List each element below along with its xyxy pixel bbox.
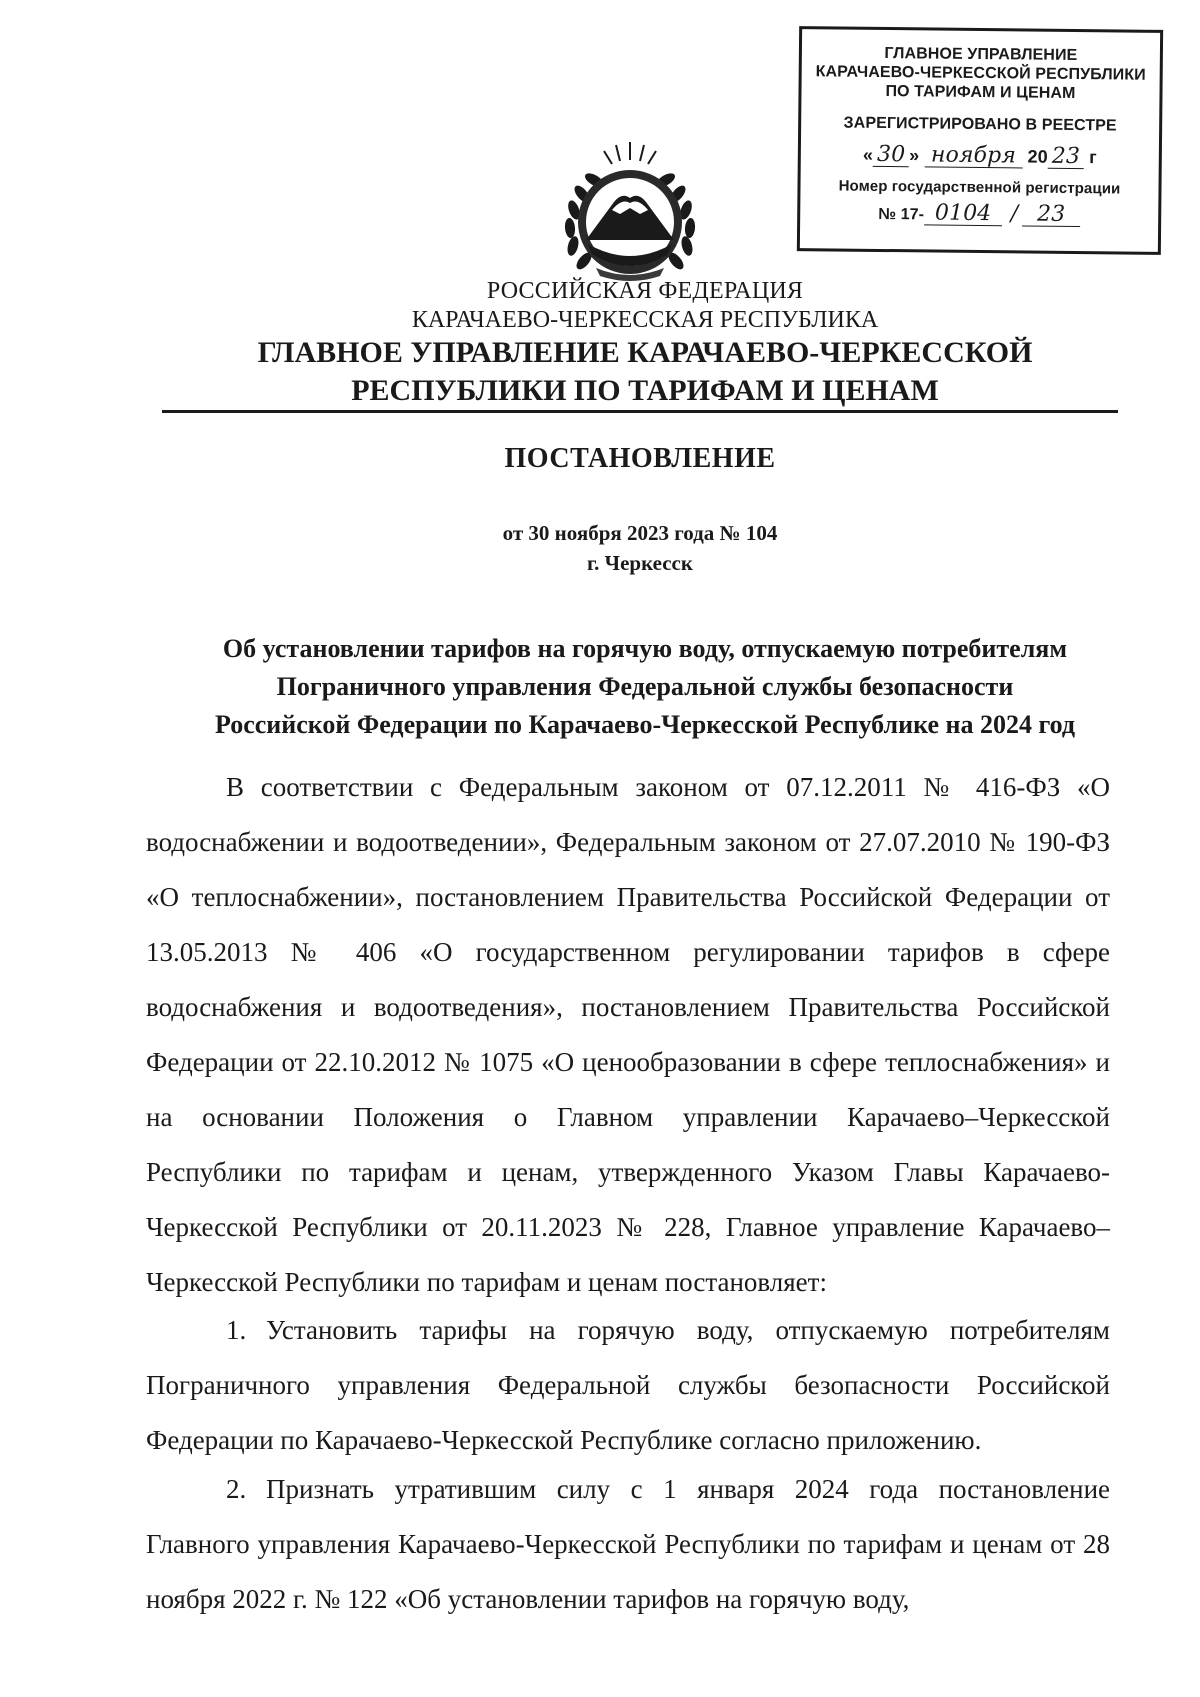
stamp-reg-number-label: Номер государственной регистрации <box>838 177 1121 198</box>
item-2-paragraph <box>146 1462 1110 1627</box>
document-city: г. Черкесск <box>587 551 693 575</box>
stamp-reg-number-prefix: № 17- <box>878 205 925 224</box>
item-1-text: Установить тарифы на горячую воду, отпускаемую потребителям Пограничного управления Федеральной службы безопасности Российской Федерации по Карачаево-Черкесской Республике согласно приложению. <box>146 1315 1110 1455</box>
header-org-line1: ГЛАВНОЕ УПРАВЛЕНИЕ КАРАЧАЕВО-ЧЕРКЕССКОЙ <box>257 336 1033 369</box>
subject-line1: Об установлении тарифов на горячую воду, отпускаемую потребителям <box>222 634 1068 663</box>
item-2-text: Признать утратившим силу с 1 января 2024 года постановление Главного управления Карачаево-Черкесской Республики по тарифам и ценам от 28 ноября 2022 г. № 122 «Об установлении тарифов на горячую воду, <box>146 1474 1110 1614</box>
header-organization <box>45 334 1200 410</box>
stamp-date <box>801 142 1159 170</box>
header-region: КАРАЧАЕВО-ЧЕРКЕССКАЯ РЕСПУБЛИКА <box>411 307 879 333</box>
preamble-paragraph <box>146 760 1110 1310</box>
stamp-registered: ЗАРЕГИСТРИРОВАНО В РЕЕСТРЕ <box>843 114 1117 135</box>
stamp-org-line1: ГЛАВНОЕ УПРАВЛЕНИЕ <box>884 44 1078 65</box>
stamp-org-line2: КАРАЧАЕВО-ЧЕРКЕССКОЙ РЕСПУБЛИКИ <box>815 63 1146 84</box>
preamble-text: В соответствии с Федеральным законом от 07.12.2011 № 416-ФЗ «О водоснабжении и водоотведении», Федеральным законом от 27.07.2010 № 190-ФЗ «О теплоснабжении», постановлением Правительства Российской Федерации от 13.05.2013 № 406 «О государственном регулировании тарифов в сфере водоснабжения и водоотведения», постановлением Правительства Российской Федерации от 22.10.2012 № 1075 «О ценообразовании в сфере теплоснабжения» и на основании Положения о Главном управлении Карачаево–Черкесской Республики по тарифам и ценам, утвержденного Указом Главы Карачаево-Черкесской Республики от 20.11.2023 № 228, Главное управление Карачаево–Черкесской Республики по тарифам и ценам постановляет: <box>146 772 1110 1297</box>
stamp-reg-number <box>800 201 1158 228</box>
document-date-block <box>40 518 1200 578</box>
stamp-date-day: 30 <box>873 144 909 167</box>
header-org-line2: РЕСПУБЛИКИ ПО ТАРИФАМ И ЦЕНАМ <box>351 374 939 407</box>
stamp-reg-number-part1: 0104 <box>924 202 1002 226</box>
item-1 <box>146 1303 1110 1468</box>
stamp-date-open-quote: « <box>862 144 874 165</box>
item-1-paragraph <box>146 1303 1110 1468</box>
subject-line3: Российской Федерации по Карачаево-Черкесской Республике на 2024 год <box>214 710 1076 739</box>
stamp-date-year-suffix: 23 <box>1048 146 1084 169</box>
header-divider <box>162 410 1118 413</box>
stamp-date-year-letter: г <box>1089 147 1097 168</box>
item-1-number: 1. <box>226 1315 247 1345</box>
document-subject <box>45 630 1200 744</box>
item-2-number: 2. <box>226 1474 247 1504</box>
document-type: ПОСТАНОВЛЕНИЕ <box>504 443 776 474</box>
stamp-date-close-quote: » <box>909 145 920 166</box>
stamp-org-line3: ПО ТАРИФАМ И ЦЕНАМ <box>885 83 1076 102</box>
document-date-number: от 30 ноября 2023 года № 104 <box>502 521 778 545</box>
registration-stamp <box>797 26 1163 255</box>
stamp-date-year-prefix: 20 <box>1027 146 1048 167</box>
stamp-reg-number-sep: / <box>1010 201 1019 227</box>
item-2 <box>146 1462 1110 1627</box>
coat-of-arms-emblem <box>556 140 704 285</box>
stamp-reg-number-part2: 23 <box>1022 203 1080 227</box>
subject-line2: Пограничного управления Федеральной службы безопасности <box>276 672 1014 701</box>
stamp-date-month: ноября <box>924 144 1022 168</box>
header-country: РОССИЙСКАЯ ФЕДЕРАЦИЯ <box>486 278 804 304</box>
